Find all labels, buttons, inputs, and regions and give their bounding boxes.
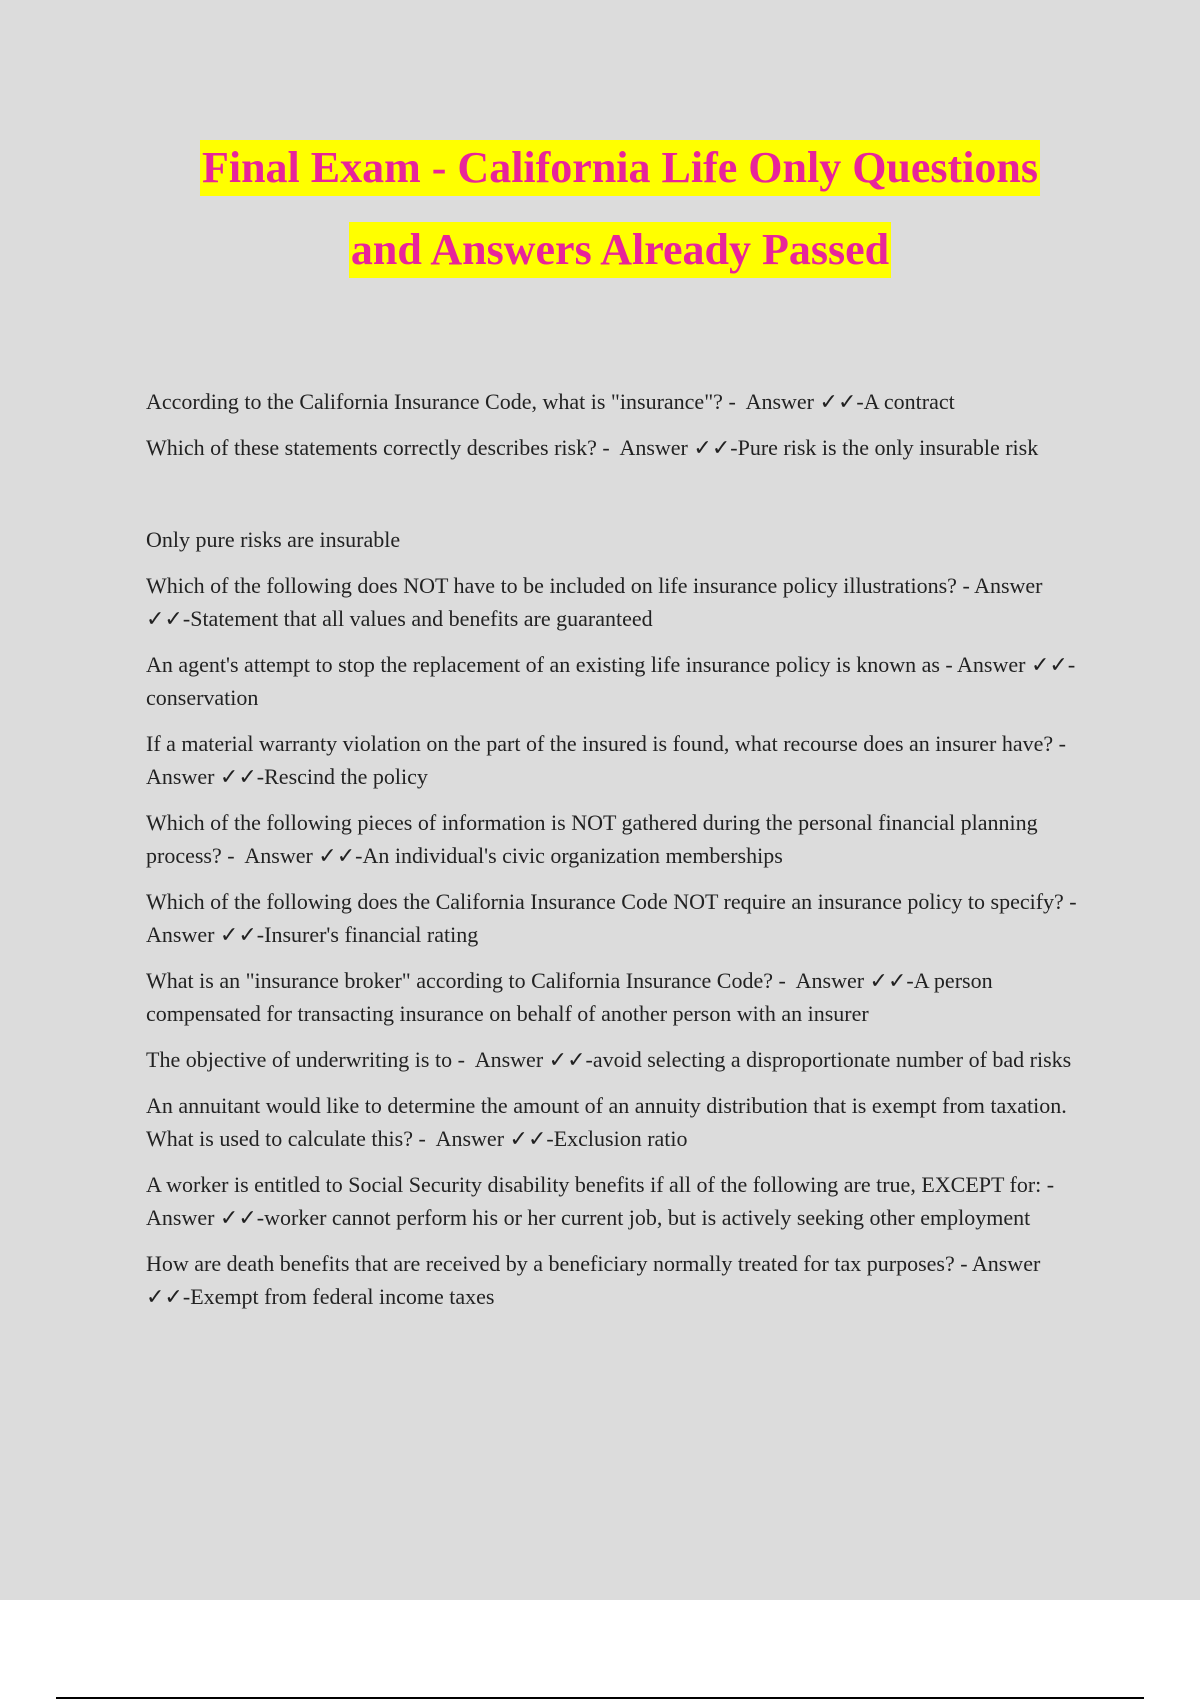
answer-text: avoid selecting a disproportionate number of bad risks (592, 1047, 1072, 1072)
question-text: According to the California Insurance Code, what is "insurance"? - (146, 389, 736, 414)
answer-marker: Answer ✓✓- (244, 843, 363, 868)
question-text: An agent's attempt to stop the replacement of an existing life insurance policy is known as - (146, 652, 953, 677)
question-text: What is an "insurance broker" according to California Insurance Code? - (146, 968, 786, 993)
answer-text: Rescind the policy (264, 764, 428, 789)
answer-text: Statement that all values and benefits are guaranteed (190, 606, 653, 631)
question-text: How are death benefits that are received by a beneficiary normally treated for tax purposes? - (146, 1251, 968, 1276)
qa-item (146, 1043, 1086, 1076)
qa-item (146, 885, 1086, 951)
qa-item (146, 431, 1086, 464)
answer-text: Only pure risks are insurable (146, 527, 401, 552)
answer-text: Insurer's financial rating (264, 922, 479, 947)
answer-text: A contract (863, 389, 955, 414)
qa-item (146, 727, 1086, 793)
question-text: Which of the following does the California Insurance Code NOT require an insurance policy to specify? - (146, 889, 1077, 914)
question-text: Which of the following does NOT have to be included on life insurance policy illustrations? - (146, 573, 970, 598)
answer-text: A person compensated for transacting insurance on behalf of another person with an insurer (146, 968, 993, 1026)
qa-item (146, 569, 1086, 635)
answer-marker: Answer ✓✓- (146, 1205, 265, 1230)
title-line-1: Final Exam - California Life Only Questions (200, 140, 1040, 196)
qa-item (146, 1168, 1086, 1234)
question-text: An annuitant would like to determine the amount of an annuity distribution that is exempt from taxation. What is used to calculate this? - (146, 1093, 1067, 1151)
question-text: The objective of underwriting is to - (146, 1047, 465, 1072)
answer-text: Pure risk is the only insurable risk (737, 435, 1039, 460)
title-line-2: and Answers Already Passed (349, 222, 891, 278)
qa-list (146, 385, 1086, 1326)
question-text: A worker is entitled to Social Security disability benefits if all of the following are true, EXCEPT for: - (146, 1172, 1055, 1197)
answer-text: conservation (146, 685, 259, 710)
answer-text: Exempt from federal income taxes (190, 1284, 495, 1309)
answer-marker: Answer ✓✓- (435, 1126, 554, 1151)
qa-item (146, 806, 1086, 872)
answer-marker: Answer ✓✓- (619, 435, 738, 460)
answer-marker: Answer ✓✓- (745, 389, 864, 414)
answer-text: An individual's civic organization memberships (362, 843, 783, 868)
qa-item (146, 648, 1086, 714)
answer-text: Exclusion ratio (553, 1126, 688, 1151)
answer-text: worker cannot perform his or her current job, but is actively seeking other employment (264, 1205, 1031, 1230)
answer-marker: Answer ✓✓- (795, 968, 914, 993)
answer-marker: Answer ✓✓- (146, 1251, 1041, 1309)
answer-marker: Answer ✓✓- (146, 764, 265, 789)
question-text: If a material warranty violation on the part of the insured is found, what recourse does an insurer have? - (146, 731, 1067, 756)
question-text: Which of these statements correctly describes risk? - (146, 435, 610, 460)
answer-marker: Answer ✓✓- (146, 922, 265, 947)
answer-marker: Answer ✓✓- (957, 652, 1076, 677)
answer-marker: Answer ✓✓- (146, 573, 1043, 631)
qa-item (146, 964, 1086, 1030)
question-text: Which of the following pieces of information is NOT gathered during the personal financial planning process? - (146, 810, 1038, 868)
qa-item (146, 1089, 1086, 1155)
document-title (60, 140, 1180, 278)
qa-item (146, 385, 1086, 418)
bottom-rule (56, 1697, 1144, 1699)
answer-marker: Answer ✓✓- (474, 1047, 593, 1072)
qa-item (146, 1247, 1086, 1313)
qa-continuation (146, 523, 1086, 556)
